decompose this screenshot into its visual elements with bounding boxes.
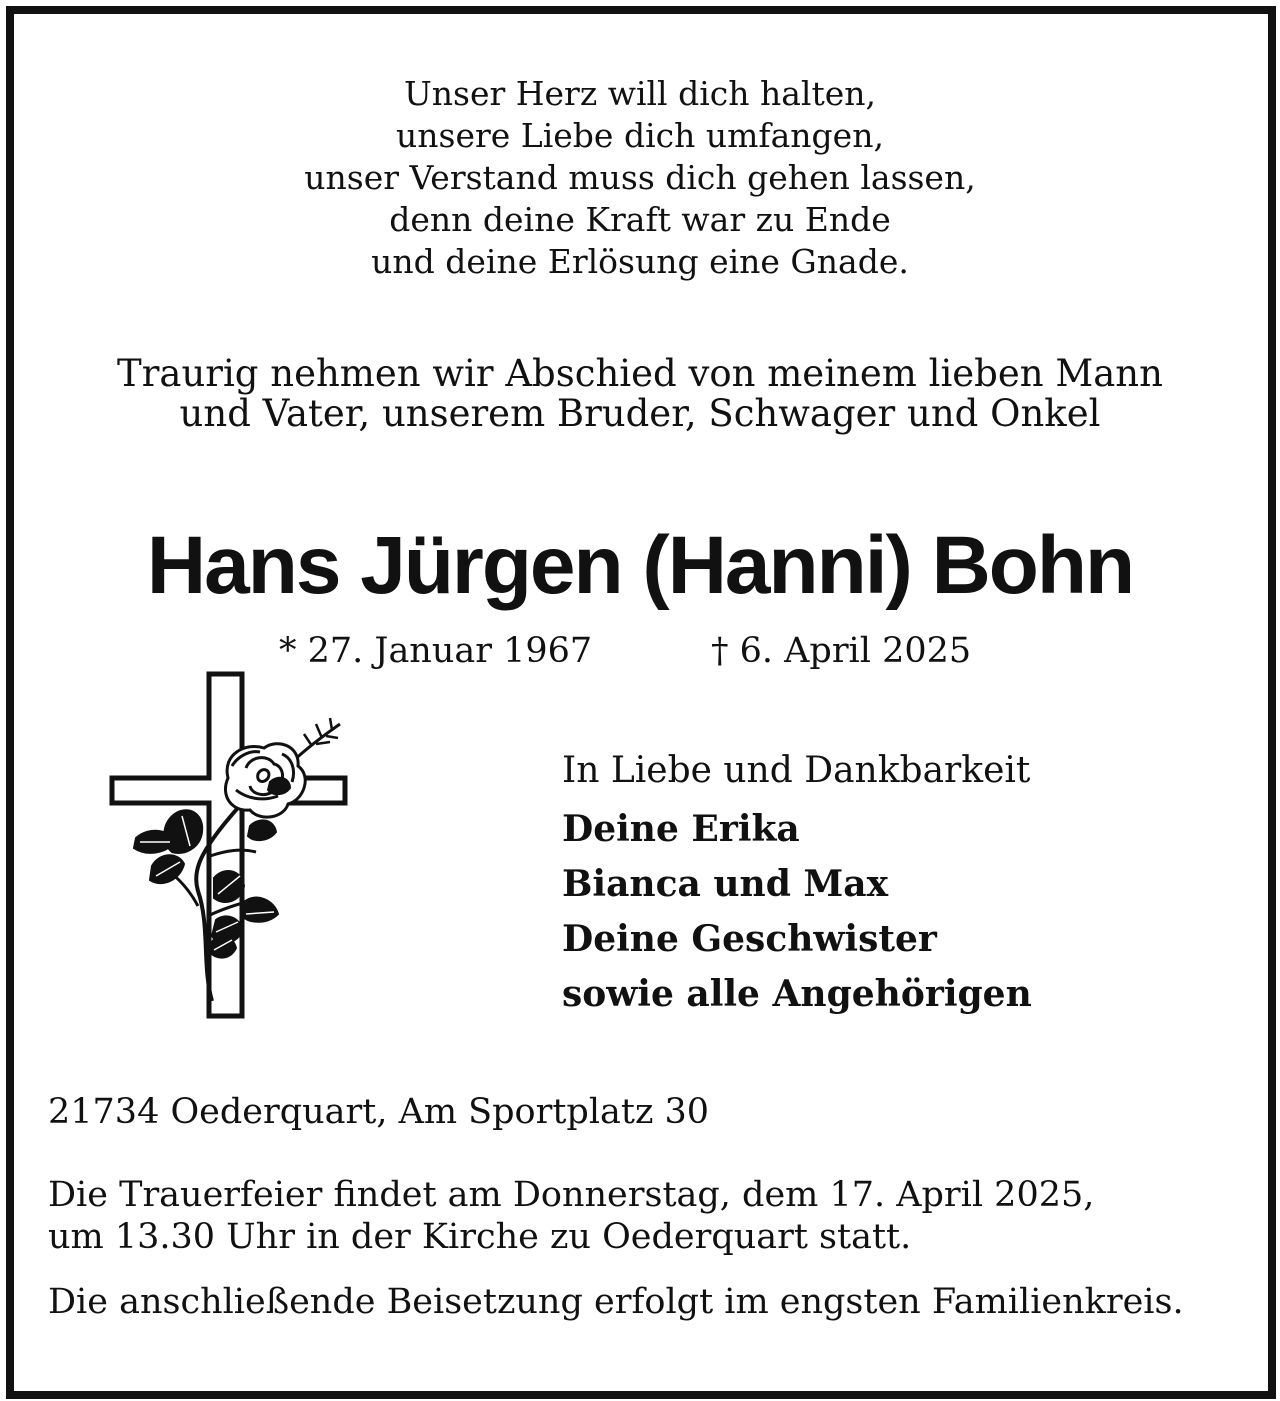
farewell-line: und Vater, unserem Bruder, Schwager und Onkel	[179, 392, 1101, 435]
family-member: sowie alle Angehörigen	[562, 973, 1032, 1015]
poem	[0, 73, 1280, 283]
family-member: Deine Geschwister	[562, 918, 937, 960]
family-signatures	[562, 746, 1032, 1022]
deceased-name: Hans Jürgen (Hanni) Bohn	[146, 520, 1134, 611]
family-member: Deine Erika	[562, 808, 800, 850]
poem-line: und deine Erlösung eine Gnade.	[371, 242, 909, 281]
death-date: † 6. April 2025	[711, 631, 972, 671]
cross-with-rose-icon	[100, 666, 360, 1022]
burial-info: Die anschließende Beisetzung erfolgt im engsten Familienkreis.	[48, 1282, 1184, 1322]
poem-line: unser Verstand muss dich gehen lassen,	[304, 158, 976, 197]
ceremony-line: Die Trauerfeier findet am Donnerstag, dem 17. April 2025,	[48, 1175, 1095, 1215]
ceremony-line: um 13.30 Uhr in der Kirche zu Oederquart statt.	[48, 1217, 912, 1257]
poem-line: Unser Herz will dich halten,	[403, 74, 877, 113]
family-member: Bianca und Max	[562, 863, 889, 905]
address: 21734 Oederquart, Am Sportplatz 30	[48, 1092, 710, 1132]
poem-line: denn deine Kraft war zu Ende	[389, 200, 891, 239]
farewell-line: Traurig nehmen wir Abschied von meinem lieben Mann	[117, 352, 1163, 395]
farewell-intro	[0, 354, 1280, 434]
birth-date: * 27. Januar 1967	[279, 631, 593, 671]
family-intro: In Liebe und Dankbarkeit	[562, 750, 1031, 791]
ceremony-info	[48, 1174, 1094, 1258]
poem-line: unsere Liebe dich umfangen,	[396, 116, 884, 155]
